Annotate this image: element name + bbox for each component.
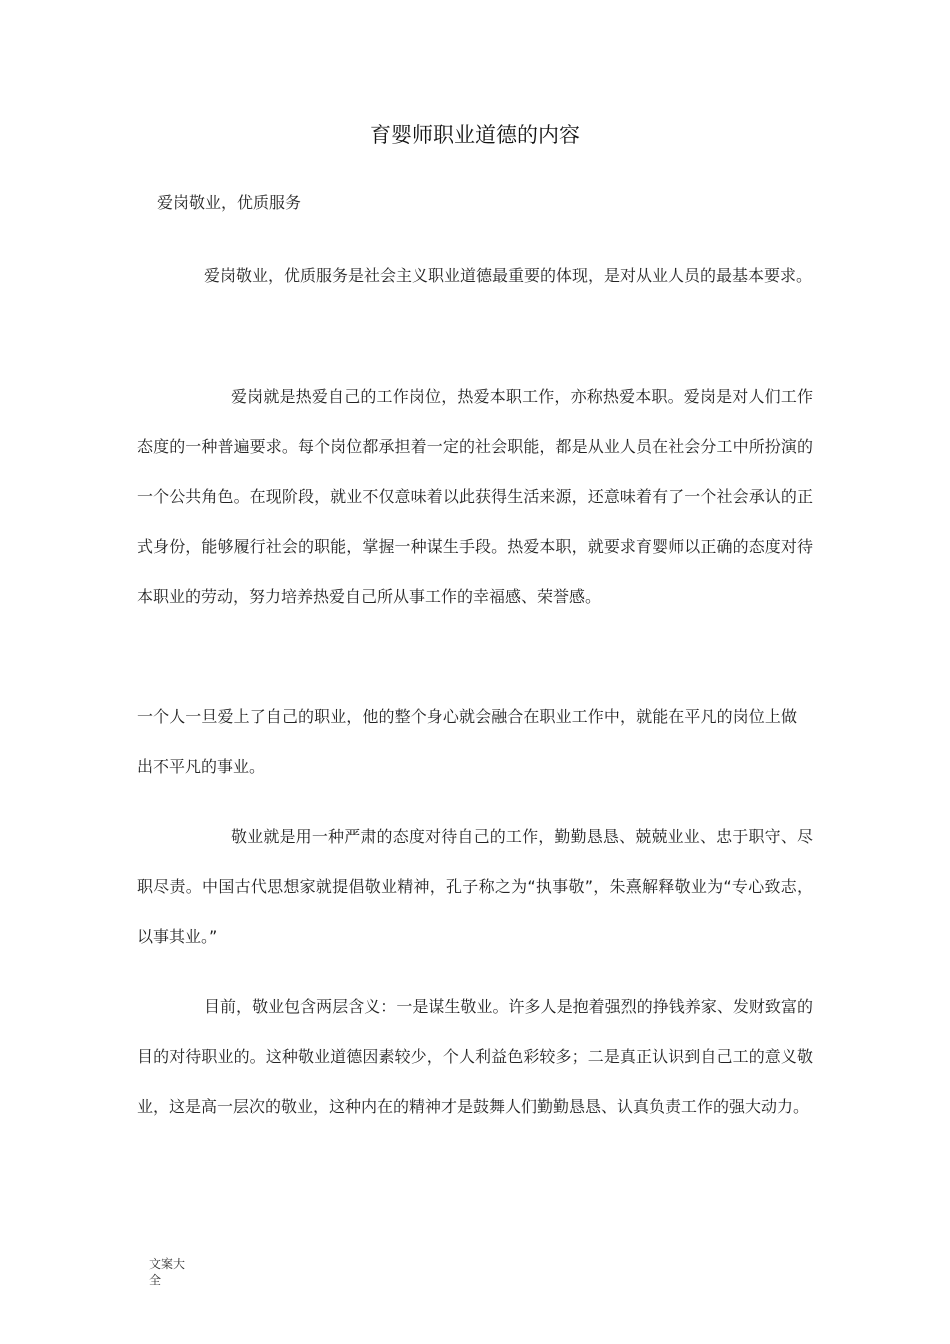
document-title: 育婴师职业道德的内容: [370, 123, 580, 147]
paragraph-5: 目前，敬业包含两层含义：一是谋生敬业。许多人是抱着强烈的挣钱养家、发财致富的目的对待职业的。这种敬业道德因素较少，个人利益色彩较多；二是真正认识到自己工的意义敬业，这是高一层次的敬业，这种内在的精神才是鼓舞人们勤勤恳恳、认真负责工作的强大动力。: [137, 997, 813, 1116]
paragraph-4: 敬业就是用一种严肃的态度对待自己的工作，勤勤恳恳、兢兢业业、忠于职守、尽职尽责。中国古代思想家就提倡敬业精神，孔子称之为“执事敬”，朱熹解释敬业为“专心致志，以事其业。”: [137, 827, 813, 946]
paragraph-3: 一个人一旦爱上了自己的职业，他的整个身心就会融合在职业工作中，就能在平凡的岗位上做出不平凡的事业。: [137, 707, 797, 776]
paragraph-1: 爱岗敬业，优质服务是社会主义职业道德最重要的体现，是对从业人员的最基本要求。: [204, 266, 813, 285]
section-heading: 爱岗敬业，优质服务: [157, 193, 302, 212]
paragraph-2: 爱岗就是热爱自己的工作岗位，热爱本职工作，亦称热爱本职。爱岗是对人们工作态度的一种普遍要求。每个岗位都承担着一定的社会职能，都是从业人员在社会分工中所扮演的一个公共角色。在现阶段，就业不仅意味着以此获得生活来源，还意味着有了一个社会承认的正式身份，能够履行社会的职能，掌握一种谋生手段。热爱本职，就要求育婴师以正确的态度对待本职业的劳动，努力培养热爱自己所从事工作的幸福感、荣誉感。: [137, 387, 813, 606]
footer-watermark-text: 文案大全: [149, 1257, 186, 1287]
